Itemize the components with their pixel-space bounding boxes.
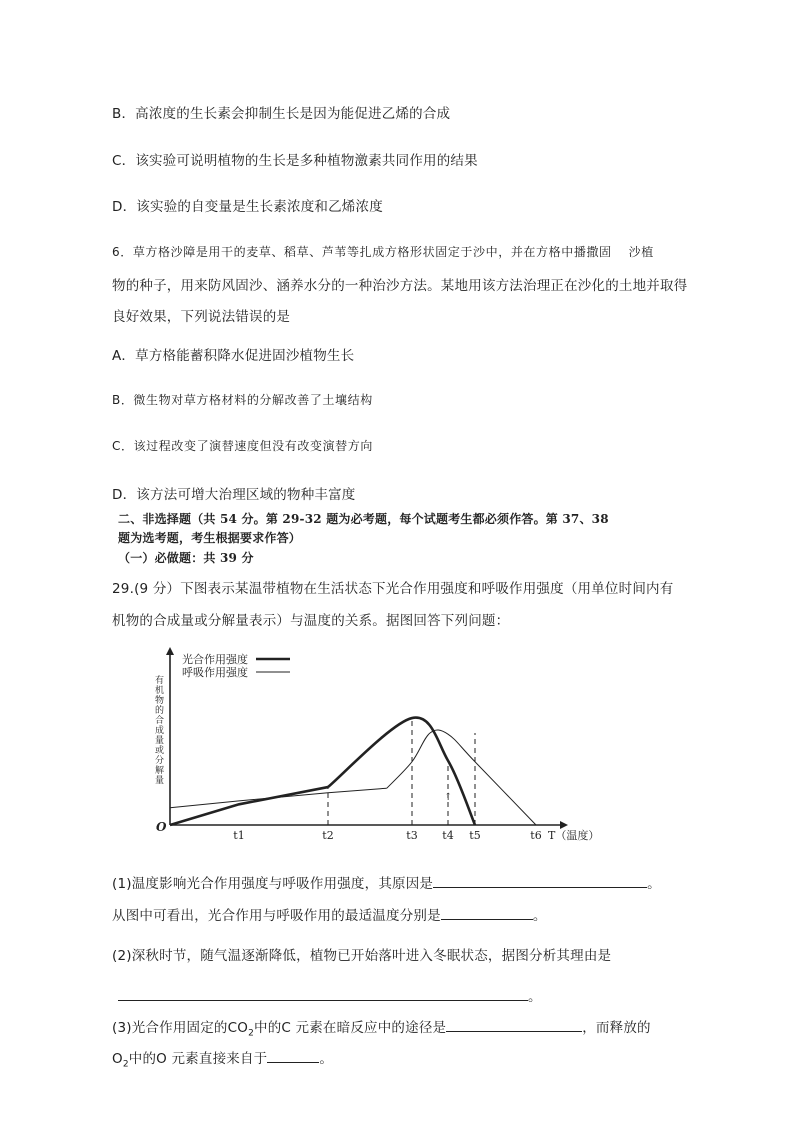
answer-blank-1[interactable] [433,873,647,888]
x-tick-label: t1 [233,829,245,842]
q29-stem-line2: 机物的合成量或分解量表示）与温度的关系。据图回答下列问题： [112,613,510,629]
respiration-curve-high [387,730,536,825]
q5-option-c: C．该实验可说明植物的生长是多种植物激素共同作用的结果 [112,153,478,169]
chart-labels [153,652,599,842]
q5-option-d: D．该实验的自变量是生长素浓度和乙烯浓度 [112,199,383,215]
q29-part3-a-pre: (3)光合作用固定的CO [112,1020,249,1036]
legend-label: 光合作用强度 [182,653,248,666]
q29-part2-answer [118,985,542,1005]
origin-label: O [156,820,167,834]
photosynthesis-curve-low [170,787,328,825]
q29-part3-a-post: 中的C 元素在暗反应中的途径是 [254,1020,447,1036]
x-axis-arrow [560,821,568,829]
temperature-chart [150,645,620,845]
q29-part2-end: 。 [528,989,542,1005]
q6-option-a: A．草方格能蓄积降水促进固沙植物生长 [112,348,355,364]
q29-part3-a-end: ，而释放的 [582,1020,651,1036]
q29-part1-b-end: 。 [532,908,547,924]
q6-option-c: C．该过程改变了演替速度但没有改变演替方向 [112,439,373,453]
q6-stem-line1: 6．草方格沙障是用干的麦草、稻草、芦苇等扎成方格形状固定于沙中，并在方格中播撒固 沙植 [112,245,654,259]
q6-stem-line3: 良好效果，下列说法错误的是 [112,309,291,325]
chart-curves [170,718,536,825]
answer-blank-4[interactable] [446,1017,582,1032]
q29-part3-a-sub: 2 [248,1028,255,1039]
x-tick-label: t5 [469,829,481,842]
x-tick-label: t2 [322,829,334,842]
q29-part3-b-end: 。 [319,1051,334,1067]
x-tick-label: t4 [442,829,454,842]
q6-option-d: D．该方法可增大治理区域的物种丰富度 [112,487,356,503]
q29-part1-a-end: 。 [647,876,661,892]
section2-heading-line2: 题为选考题，考生根据要求作答） [118,531,302,545]
answer-blank-2[interactable] [441,905,533,920]
q29-part1-a-text: (1)温度影响光合作用强度与呼吸作用强度，其原因是 [112,876,434,892]
y-axis-arrow [166,647,174,655]
q29-part3-b-post: 中的O 元素直接来自于 [128,1051,268,1067]
section2-heading-line1: 二、非选择题（共 54 分。第 29-32 题为必考题，每个试题考生都必须作答。第 37、38 [118,512,609,526]
q29-part3-a [112,1016,651,1039]
q5-option-b: B．高浓度的生长素会抑制生长是因为能促进乙烯的合成 [112,106,451,122]
x-tick-label: t6 [530,829,542,842]
legend-label: 呼吸作用强度 [182,666,248,679]
answer-blank-3[interactable] [118,986,528,1001]
q29-part3-b [112,1047,333,1070]
section2-subheading: （一）必做题：共 39 分 [118,551,254,565]
q29-part3-b-pre: O [112,1051,123,1067]
q29-part1-b [112,904,547,924]
y-axis-label: 有机物的合成量或分解量 [153,675,163,785]
arrow-mark: ↑ [444,792,453,803]
x-tick-label: t3 [406,829,418,842]
q29-part1-a [112,872,661,892]
q29-part1-b-text: 从图中可看出，光合作用与呼吸作用的最适温度分别是 [112,908,441,924]
q29-part3-b-sub: 2 [122,1059,129,1070]
q6-option-b: B．微生物对草方格材料的分解改善了土壤结构 [112,393,373,407]
photosynthesis-curve-high [328,718,475,825]
answer-blank-5[interactable] [267,1048,319,1063]
q29-part2: (2)深秋时节，随气温逐渐降低，植物已开始落叶进入冬眠状态，据图分析其理由是 [112,948,612,964]
q6-stem-line2: 物的种子，用来防风固沙、涵养水分的一种治沙方法。某地用该方法治理正在沙化的土地并取得 [112,278,688,294]
x-axis-label: T（温度） [548,829,600,842]
q29-stem-line1: 29.(9 分）下图表示某温带植物在生活状态下光合作用强度和呼吸作用强度（用单位时间内有 [112,581,674,597]
